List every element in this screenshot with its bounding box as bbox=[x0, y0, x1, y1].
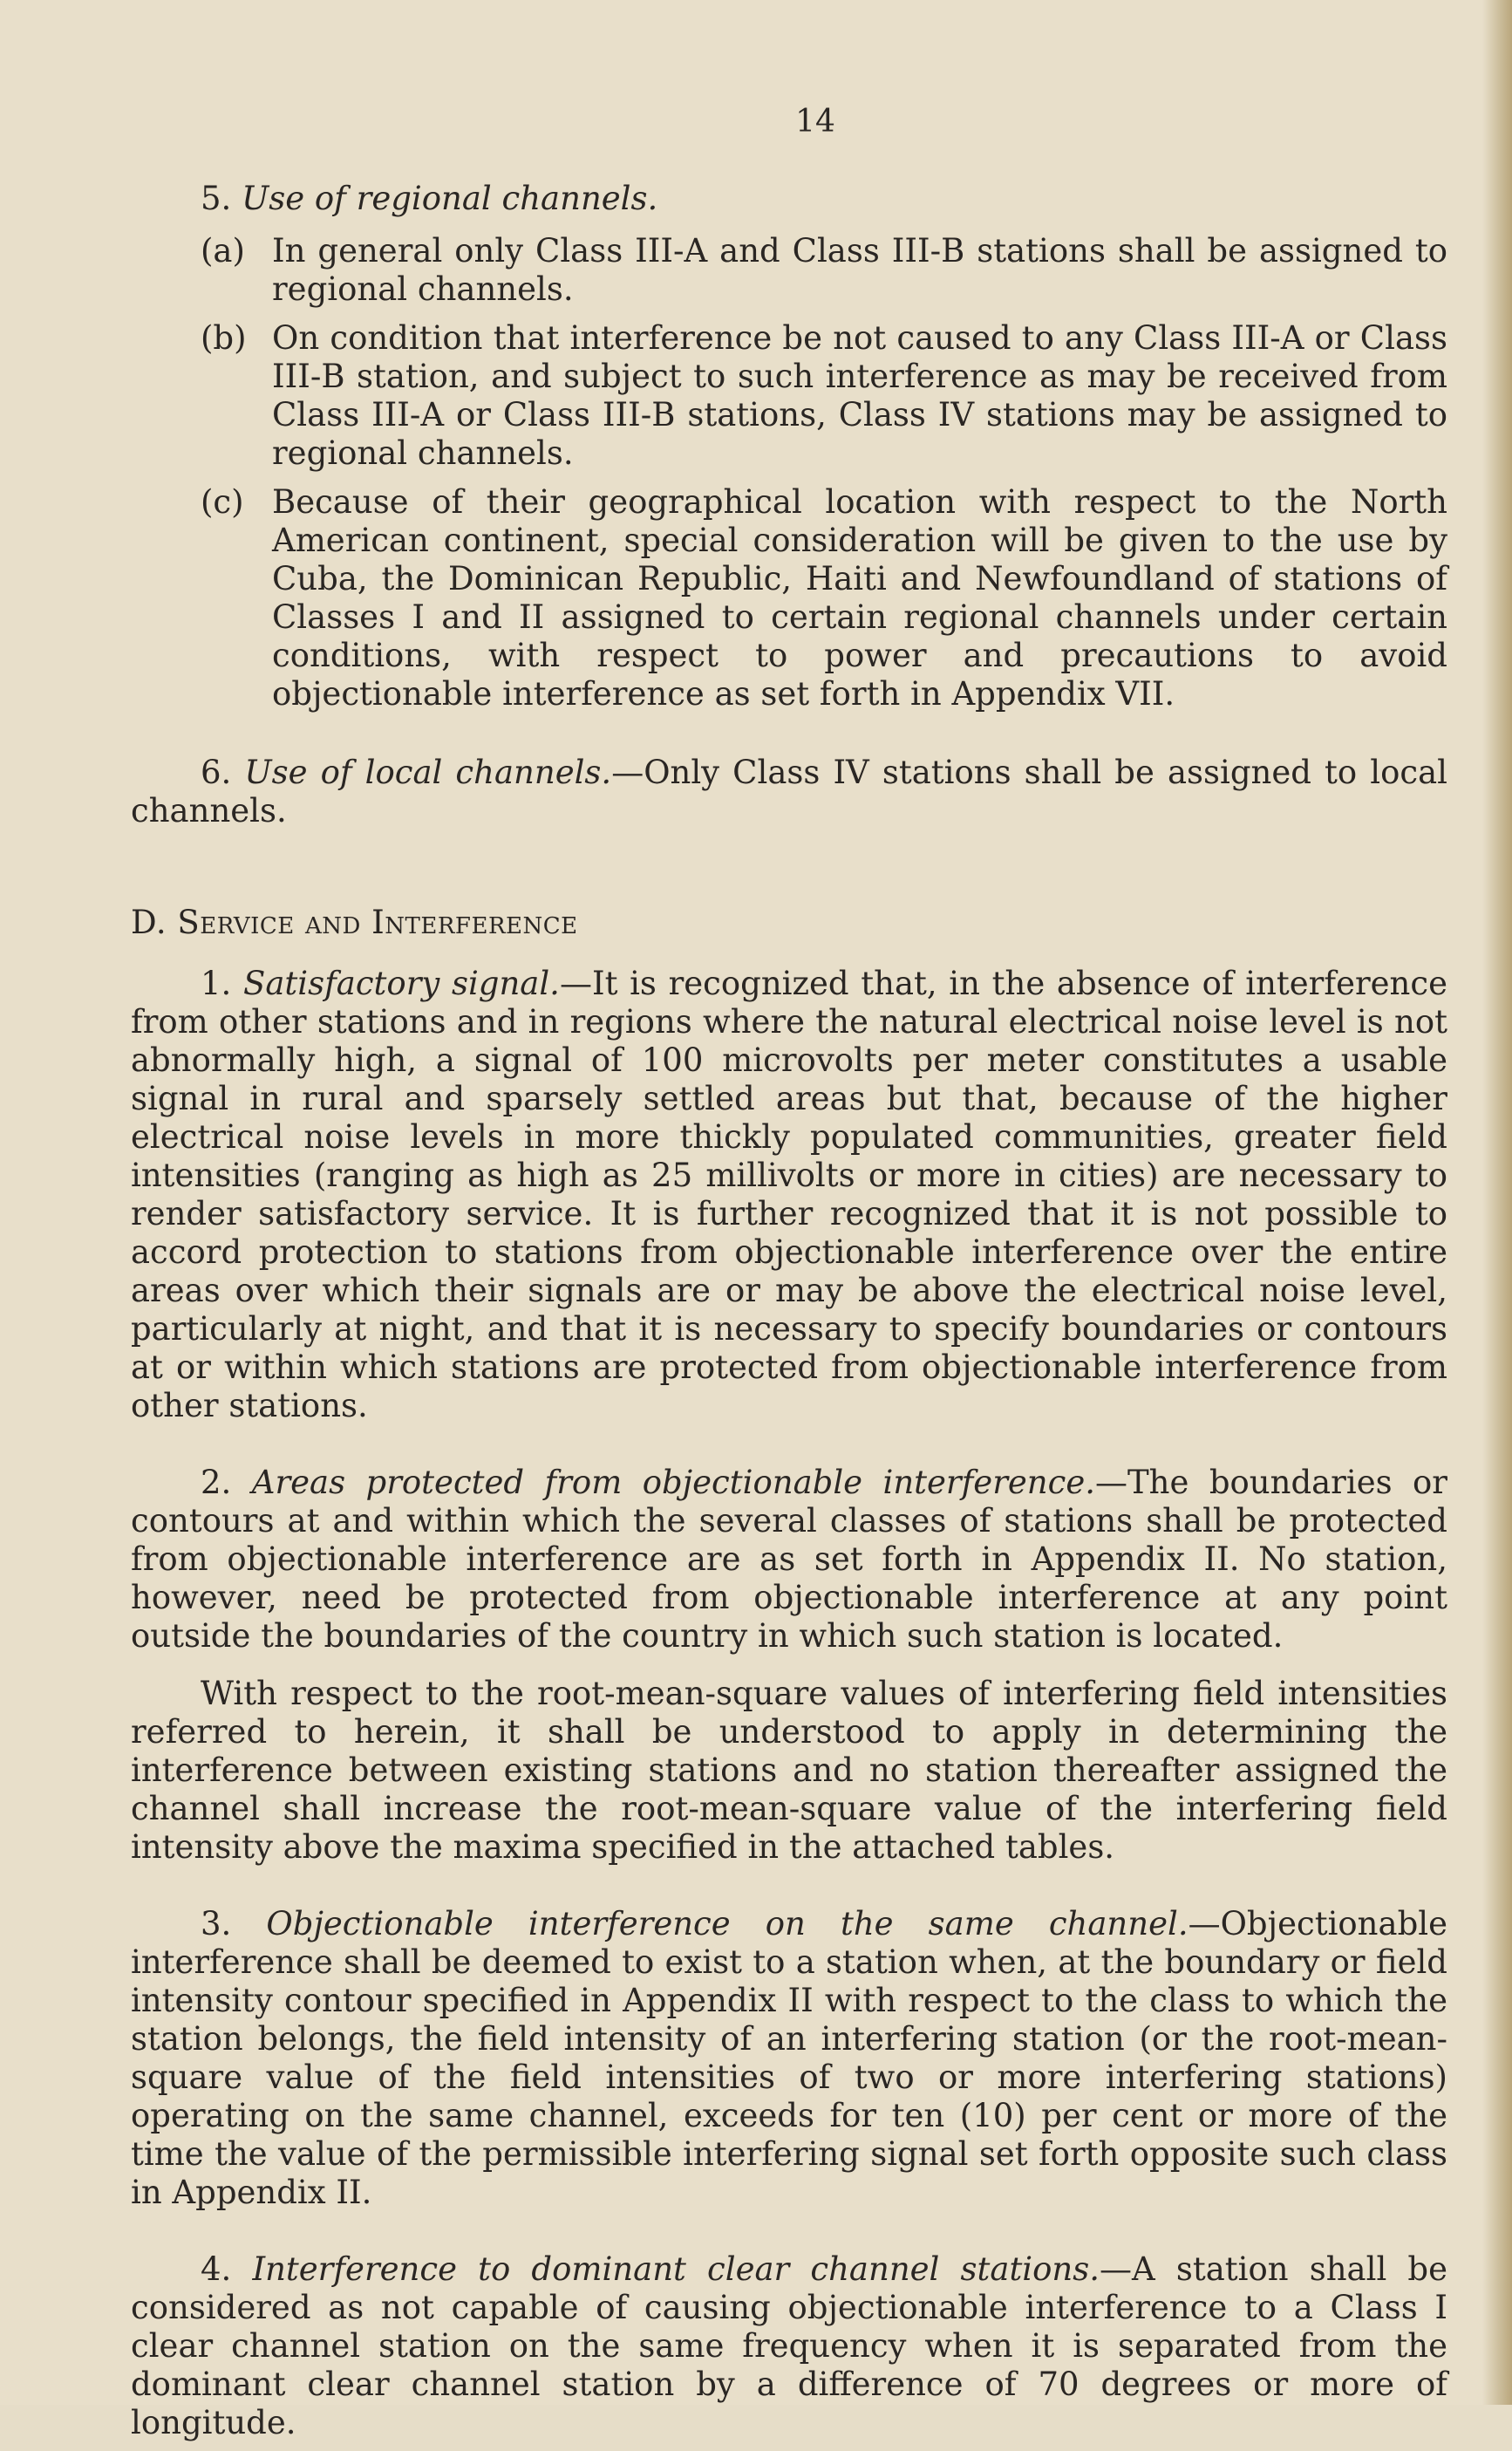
section-5-item-b bbox=[131, 319, 1447, 473]
section-6-number: 6. bbox=[201, 754, 232, 791]
paragraph-4-title: Interference to dominant clear channel stations. bbox=[252, 2250, 1100, 2288]
page-number: 14 bbox=[795, 104, 835, 140]
paragraph-4-text: —A station shall be considered as not capable of causing objectionable interference to a Class I clear channel station on the same frequency when it is separated from the dominant clear channel station by a difference of 70 degrees or more of longitude. bbox=[131, 2250, 1448, 2441]
paragraph-2-title: Areas protected from objectionable interference. bbox=[251, 1464, 1095, 1501]
item-a-text: In general only Class III-A and Class III-B stations shall be assigned to regional channels. bbox=[272, 232, 1447, 308]
paragraph-4 bbox=[131, 2250, 1447, 2442]
paragraph-2-number: 2. bbox=[201, 1464, 232, 1501]
item-b-marker: (b) bbox=[201, 319, 247, 357]
paragraph-1-number: 1. bbox=[201, 965, 232, 1002]
section-d-label: D. bbox=[131, 904, 167, 941]
paragraph-3 bbox=[131, 1905, 1447, 2212]
paragraph-3-title: Objectionable interference on the same channel. bbox=[266, 1905, 1188, 1942]
paragraph-2-continuation-text: With respect to the root-mean-square values of interfering field intensities referred to herein, it shall be understood to apply in determining the interference between existing stations and no station thereafter assigned the channel shall increase the root-mean-square value of the interfering field intensity above the maxima specified in the attached tables. bbox=[131, 1675, 1447, 1866]
section-5-item-a bbox=[131, 232, 1447, 309]
page-edge-shadow bbox=[1482, 0, 1512, 2405]
page-content bbox=[131, 103, 1447, 2451]
section-5-number: 5. bbox=[201, 180, 232, 217]
section-d-title: Service and Interference bbox=[177, 904, 578, 941]
paragraph-2 bbox=[131, 1464, 1447, 1656]
section-6-title: Use of local channels. bbox=[244, 754, 612, 791]
paragraph-1-title: Satisfactory signal. bbox=[242, 965, 560, 1002]
item-c-text: Because of their geographical location with respect to the North American continent, special consideration will be given to the use by Cuba, the Dominican Republic, Haiti and Newfoundland of stations of Classes I and II assigned to certain regional channels under certain conditions, with respect to power and precautions to avoid objectionable interference as set forth in Appendix VII. bbox=[272, 483, 1447, 713]
paragraph-3-text: —Objectionable interference shall be deemed to exist to a station when, at the boundary or field intensity contour specified in Appendix II with respect to the class to which the station belongs, the field intensity of an interfering station (or the root-mean-square value of the field intensities of two or more interfering stations) operating on the same channel, exceeds for ten (10) per cent or more of the time the value of the permissible interfering signal set forth opposite such class in Appendix II. bbox=[131, 1905, 1447, 2211]
item-a-marker: (a) bbox=[201, 232, 245, 270]
section-6-paragraph bbox=[131, 754, 1447, 830]
paragraph-3-number: 3. bbox=[201, 1905, 232, 1942]
paragraph-1-text: —It is recognized that, in the absence of interference from other stations and in regions where the natural electrical noise level is not abnormally high, a signal of 100 microvolts per meter constitutes a usable signal in rural and sparsely settled areas but that, because of the higher electrical noise levels in more thickly populated communities, greater field intensities (ranging as high as 25 millivolts or more in cities) are necessary to render satisfactory service. It is further recognized that it is not possible to accord protection to stations from objectionable interference over the entire areas over which their signals are or may be above the electrical noise level, particularly at night, and that it is necessary to specify boundaries or contours at or within which stations are protected from objectionable interference from other stations. bbox=[131, 965, 1447, 1424]
paragraph-2-continuation bbox=[131, 1675, 1447, 1867]
paragraph-1 bbox=[131, 965, 1447, 1425]
item-c-marker: (c) bbox=[201, 483, 244, 521]
paragraph-4-number: 4. bbox=[201, 2250, 232, 2288]
item-b-text: On condition that interference be not caused to any Class III-A or Class III-B station, and subject to such interference as may be received from Class III-A or Class III-B stations, Class IV stations may be assigned to regional channels. bbox=[272, 319, 1447, 472]
section-d-heading bbox=[131, 904, 1447, 942]
section-5-item-c bbox=[131, 483, 1447, 713]
section-6-text: —Only Class IV stations shall be assigned to local channels. bbox=[131, 754, 1447, 830]
paragraph-2-text: —The boundaries or contours at and within which the several classes of stations shall be protected from objectionable interference are as set forth in Appendix II. No station, however, need be protected from objectionable interference at any point outside the boundaries of the country in which such station is located. bbox=[131, 1464, 1447, 1655]
section-5-title: Use of regional channels. bbox=[242, 180, 658, 217]
section-5-heading bbox=[131, 180, 1447, 218]
